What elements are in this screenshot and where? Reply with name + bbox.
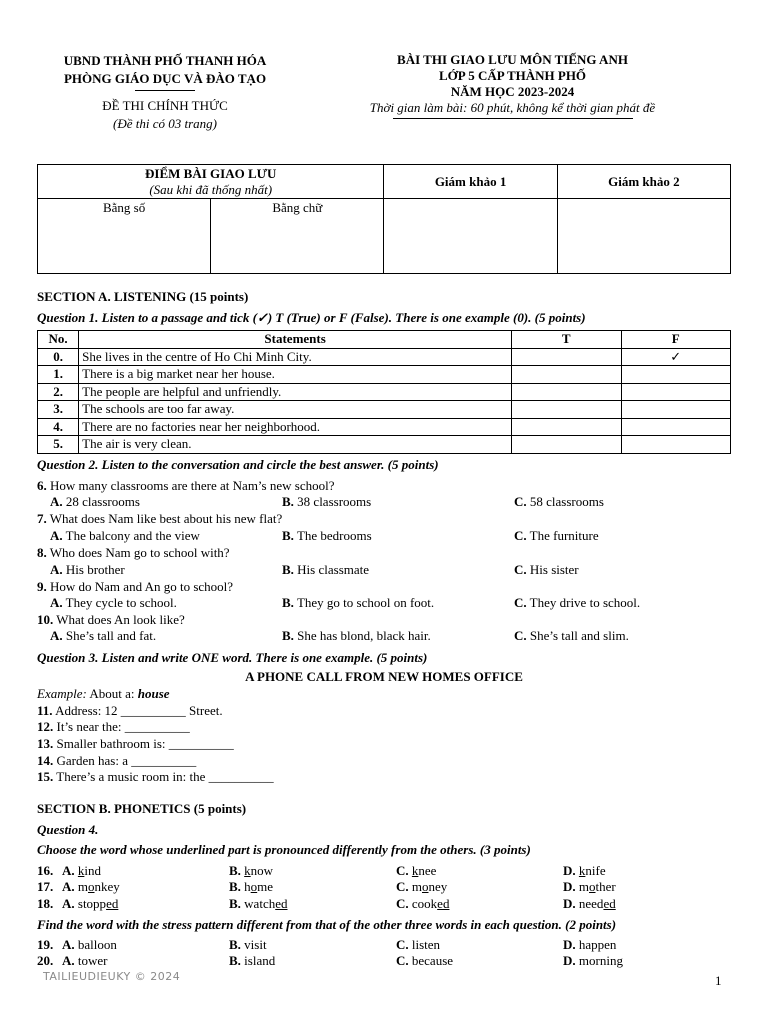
word-part: ind xyxy=(84,863,102,878)
score-cell xyxy=(38,165,384,199)
option-b[interactable]: B. His classmate xyxy=(282,562,370,577)
statement-text: She lives in the centre of Ho Chi Minh City. xyxy=(79,348,512,366)
word-part: ther xyxy=(595,879,616,894)
statement-text: The air is very clean. xyxy=(79,436,512,454)
true-cell[interactable] xyxy=(512,366,621,384)
word-part: m xyxy=(578,879,590,894)
question-text: Who does Nam go to school with? xyxy=(49,545,230,560)
option-b[interactable] xyxy=(229,879,273,895)
statements-table xyxy=(37,330,731,454)
option-a[interactable]: A. His brother xyxy=(50,562,125,577)
question-number: 20. xyxy=(37,953,54,968)
option-c[interactable]: C. She’s tall and slim. xyxy=(514,628,629,643)
q1-instruction: Question 1. Listen to a passage and tick (✓) T (True) or F (False). There is one example (0). (5 points) xyxy=(37,310,586,325)
option-text: visit xyxy=(244,937,267,952)
option-text: The furniture xyxy=(529,528,599,543)
option-d[interactable] xyxy=(563,937,616,953)
question-number: 18. xyxy=(37,896,54,911)
option-text: His classmate xyxy=(297,562,370,577)
watermark: TAILIEUDIEUKY © 2024 xyxy=(43,970,181,983)
option-letter: B. xyxy=(229,953,245,968)
option-text: listen xyxy=(411,937,441,952)
item-text: Garden has: a __________ xyxy=(56,753,197,768)
examiner2-header: Giám khảo 2 xyxy=(557,165,730,199)
underlined-part: o xyxy=(422,879,429,894)
q3-example xyxy=(37,686,170,702)
table-row xyxy=(38,348,731,366)
option-text: His sister xyxy=(529,562,579,577)
col-true: T xyxy=(512,331,621,349)
statement-text: There are no factories near her neighborhood. xyxy=(79,418,512,436)
option-letter: B. xyxy=(229,879,245,894)
option-text: balloon xyxy=(77,937,117,952)
row-number: 4. xyxy=(38,418,79,436)
option-b[interactable] xyxy=(229,953,275,969)
question-number: 17. xyxy=(37,879,54,894)
option-c[interactable] xyxy=(396,937,440,953)
q3-item[interactable] xyxy=(37,703,223,719)
page-number: 1 xyxy=(715,973,722,988)
item-text: There’s a music room in: the __________ xyxy=(56,769,274,784)
q4-label: Question 4. xyxy=(37,822,99,837)
score-by-words: Bằng chữ xyxy=(211,199,384,274)
question-number: 9. xyxy=(37,579,47,594)
statement-text: There is a big market near her house. xyxy=(79,366,512,384)
col-statements: Statements xyxy=(79,331,512,349)
underlined-part: k xyxy=(77,863,85,878)
table-row xyxy=(38,436,731,454)
option-text: They cycle to school. xyxy=(65,595,177,610)
option-b[interactable]: B. The bedrooms xyxy=(282,528,372,543)
table-row xyxy=(38,418,731,436)
underlined-part: ed xyxy=(437,896,450,911)
statement-text: The people are helpful and unfriendly. xyxy=(79,383,512,401)
true-cell[interactable] xyxy=(512,401,621,419)
word-part: watch xyxy=(244,896,276,911)
question-text: How do Nam and An go to school? xyxy=(50,579,234,594)
option-c[interactable] xyxy=(396,863,436,879)
option-d[interactable] xyxy=(563,863,606,879)
section-a-title: SECTION A. LISTENING (15 points) xyxy=(37,289,249,304)
divider xyxy=(135,90,195,91)
question-number: 11. xyxy=(37,703,53,718)
option-b[interactable]: B. She has blond, black hair. xyxy=(282,628,431,643)
examiner1-header: Giám khảo 1 xyxy=(384,165,557,199)
false-cell[interactable] xyxy=(621,383,731,401)
option-text: 28 classrooms xyxy=(65,494,140,509)
false-cell[interactable] xyxy=(621,418,731,436)
option-text: His brother xyxy=(65,562,125,577)
school-year: NĂM HỌC 2023-2024 xyxy=(450,84,575,99)
word-part: ney xyxy=(428,879,448,894)
option-letter: C. xyxy=(396,937,412,952)
examiner1-signature xyxy=(384,199,557,274)
word-part: nkey xyxy=(94,879,120,894)
option-text: happen xyxy=(578,937,617,952)
header-left xyxy=(30,52,300,133)
option-b[interactable] xyxy=(229,937,267,953)
question-text: What does An look like? xyxy=(56,612,185,627)
option-text: She’s tall and slim. xyxy=(529,628,629,643)
option-letter: C. xyxy=(396,896,412,911)
underlined-part: ed xyxy=(275,896,288,911)
row-number: 5. xyxy=(38,436,79,454)
row-number: 2. xyxy=(38,383,79,401)
false-cell[interactable] xyxy=(621,401,731,419)
false-cell[interactable]: ✓ xyxy=(621,348,731,366)
option-b[interactable] xyxy=(229,863,273,879)
option-letter: A. xyxy=(62,896,78,911)
q3-item[interactable] xyxy=(37,736,234,752)
row-number: 0. xyxy=(38,348,79,366)
option-letter: D. xyxy=(563,937,579,952)
q2-instruction: Question 2. Listen to the conversation and circle the best answer. (5 points) xyxy=(37,457,439,472)
score-by-number: Bằng số xyxy=(38,199,211,274)
table-row xyxy=(38,366,731,384)
underlined-part: k xyxy=(578,863,586,878)
option-letter: B. xyxy=(229,937,245,952)
col-false: F xyxy=(621,331,731,349)
option-letter: A. xyxy=(62,879,78,894)
option-a[interactable]: A. The balcony and the view xyxy=(50,528,200,543)
example-label: Example: xyxy=(37,686,87,701)
statement-text: The schools are too far away. xyxy=(79,401,512,419)
option-text: 58 classrooms xyxy=(529,494,604,509)
true-cell[interactable] xyxy=(512,436,621,454)
word-part: stopp xyxy=(77,896,107,911)
row-number: 3. xyxy=(38,401,79,419)
question-number: 12. xyxy=(37,719,54,734)
option-a[interactable] xyxy=(62,953,108,969)
question-text: How many classrooms are there at Nam’s new school? xyxy=(50,478,335,493)
option-a[interactable] xyxy=(62,863,101,879)
underlined-part: k xyxy=(411,863,419,878)
question-8 xyxy=(37,545,230,561)
score-title: ĐIỂM BÀI GIAO LƯU xyxy=(145,166,277,181)
table-row xyxy=(38,383,731,401)
option-d[interactable] xyxy=(563,879,616,895)
option-letter: A. xyxy=(62,937,78,952)
word-part: h xyxy=(244,879,251,894)
word-part: cook xyxy=(411,896,438,911)
time-limit: Thời gian làm bài: 60 phút, không kể thời gian phát đề xyxy=(369,100,656,115)
q4-instruction1: Choose the word whose underlined part is pronounced differently from the others. (3 points) xyxy=(37,842,531,857)
word-part: nee xyxy=(418,863,437,878)
option-text: They drive to school. xyxy=(529,595,641,610)
department-name: PHÒNG GIÁO DỤC VÀ ĐÀO TẠO xyxy=(63,71,267,86)
underlined-part: o xyxy=(250,879,258,894)
question-number: 10. xyxy=(37,612,54,627)
question-9 xyxy=(37,579,233,595)
underlined-part: k xyxy=(244,863,251,878)
option-c[interactable]: C. 58 classrooms xyxy=(514,494,604,509)
item-text: Address: 12 __________ Street. xyxy=(55,703,223,718)
option-letter: B. xyxy=(229,863,245,878)
word-part: me xyxy=(257,879,274,894)
word-part: need xyxy=(578,896,604,911)
option-letter: C. xyxy=(396,953,412,968)
option-text: 38 classrooms xyxy=(297,494,372,509)
question-number: 15. xyxy=(37,769,54,784)
header-right xyxy=(330,52,695,125)
score-subtitle: (Sau khi đã thống nhất) xyxy=(149,182,273,197)
option-letter: B. xyxy=(229,896,245,911)
q4-instruction2: Find the word with the stress pattern different from that of the other three words in each question. (2 points) xyxy=(37,917,617,932)
option-c[interactable]: C. They drive to school. xyxy=(514,595,641,610)
question-number: 7. xyxy=(37,511,47,526)
q3-title: A PHONE CALL FROM NEW HOMES OFFICE xyxy=(245,669,523,684)
underlined-part: o xyxy=(589,879,596,894)
option-a[interactable]: A. They cycle to school. xyxy=(50,595,177,610)
authority-name: UBND THÀNH PHỐ THANH HÓA xyxy=(63,53,267,68)
question-number: 8. xyxy=(37,545,47,560)
true-cell[interactable] xyxy=(512,348,621,366)
exam-title: BÀI THI GIAO LƯU MÔN TIẾNG ANH xyxy=(397,52,628,67)
item-text: It’s near the: __________ xyxy=(56,719,190,734)
option-c[interactable]: C. His sister xyxy=(514,562,579,577)
question-number: 13. xyxy=(37,736,54,751)
option-text: because xyxy=(411,953,454,968)
question-number: 16. xyxy=(37,863,54,878)
option-letter: C. xyxy=(396,879,412,894)
option-text: She’s tall and fat. xyxy=(65,628,157,643)
section-b-title: SECTION B. PHONETICS (5 points) xyxy=(37,801,247,816)
option-letter: A. xyxy=(62,953,78,968)
option-a[interactable]: A. 28 classrooms xyxy=(50,494,140,509)
option-d[interactable] xyxy=(563,953,623,969)
underlined-part: ed xyxy=(106,896,119,911)
examiner2-signature xyxy=(557,199,730,274)
underlined-part: ed xyxy=(603,896,616,911)
grade-level: LỚP 5 CẤP THÀNH PHỐ xyxy=(438,68,587,83)
option-c[interactable] xyxy=(396,879,447,895)
true-cell[interactable] xyxy=(512,418,621,436)
question-number: 19. xyxy=(37,937,54,952)
option-letter: D. xyxy=(563,863,579,878)
option-b[interactable] xyxy=(229,896,288,912)
score-table xyxy=(37,164,731,274)
option-text: island xyxy=(244,953,276,968)
option-a[interactable]: A. She’s tall and fat. xyxy=(50,628,157,643)
option-letter: A. xyxy=(62,863,78,878)
option-text: They go to school on foot. xyxy=(296,595,435,610)
true-cell[interactable] xyxy=(512,383,621,401)
word-part: nife xyxy=(585,863,606,878)
q3-item[interactable] xyxy=(37,719,190,735)
option-text: morning xyxy=(578,953,623,968)
example-text: About a: xyxy=(89,686,135,701)
option-b[interactable]: B. 38 classrooms xyxy=(282,494,372,509)
item-text: Smaller bathroom is: __________ xyxy=(56,736,234,751)
option-letter: D. xyxy=(563,896,579,911)
question-7 xyxy=(37,511,282,527)
word-part: m xyxy=(411,879,423,894)
table-row xyxy=(38,401,731,419)
example-answer: house xyxy=(137,686,170,701)
page-count-note: (Đề thi có 03 trang) xyxy=(113,116,217,131)
q3-item[interactable] xyxy=(37,753,196,769)
option-b[interactable]: B. They go to school on foot. xyxy=(282,595,435,610)
question-6 xyxy=(37,478,334,494)
option-c[interactable] xyxy=(396,896,449,912)
row-number: 1. xyxy=(38,366,79,384)
question-number: 14. xyxy=(37,753,54,768)
q3-instruction: Question 3. Listen and write ONE word. There is one example. (5 points) xyxy=(37,650,428,665)
option-text: She has blond, black hair. xyxy=(297,628,431,643)
option-c[interactable] xyxy=(396,953,453,969)
underlined-part: o xyxy=(88,879,95,894)
col-no: No. xyxy=(38,331,79,349)
word-part: now xyxy=(250,863,274,878)
option-a[interactable] xyxy=(62,896,118,912)
false-cell[interactable] xyxy=(621,366,731,384)
option-d[interactable] xyxy=(563,896,616,912)
question-10 xyxy=(37,612,185,628)
q3-item[interactable] xyxy=(37,769,274,785)
option-text: The bedrooms xyxy=(296,528,372,543)
official-exam-label: ĐỀ THI CHÍNH THỨC xyxy=(102,98,228,113)
false-cell[interactable] xyxy=(621,436,731,454)
word-part: m xyxy=(77,879,89,894)
option-text: The balcony and the view xyxy=(65,528,200,543)
option-letter: D. xyxy=(563,879,579,894)
divider xyxy=(393,118,633,119)
question-text: What does Nam like best about his new flat? xyxy=(49,511,283,526)
option-letter: D. xyxy=(563,953,579,968)
option-c[interactable]: C. The furniture xyxy=(514,528,599,543)
option-letter: C. xyxy=(396,863,412,878)
option-a[interactable] xyxy=(62,937,117,953)
option-text: tower xyxy=(77,953,108,968)
option-a[interactable] xyxy=(62,879,120,895)
question-number: 6. xyxy=(37,478,47,493)
